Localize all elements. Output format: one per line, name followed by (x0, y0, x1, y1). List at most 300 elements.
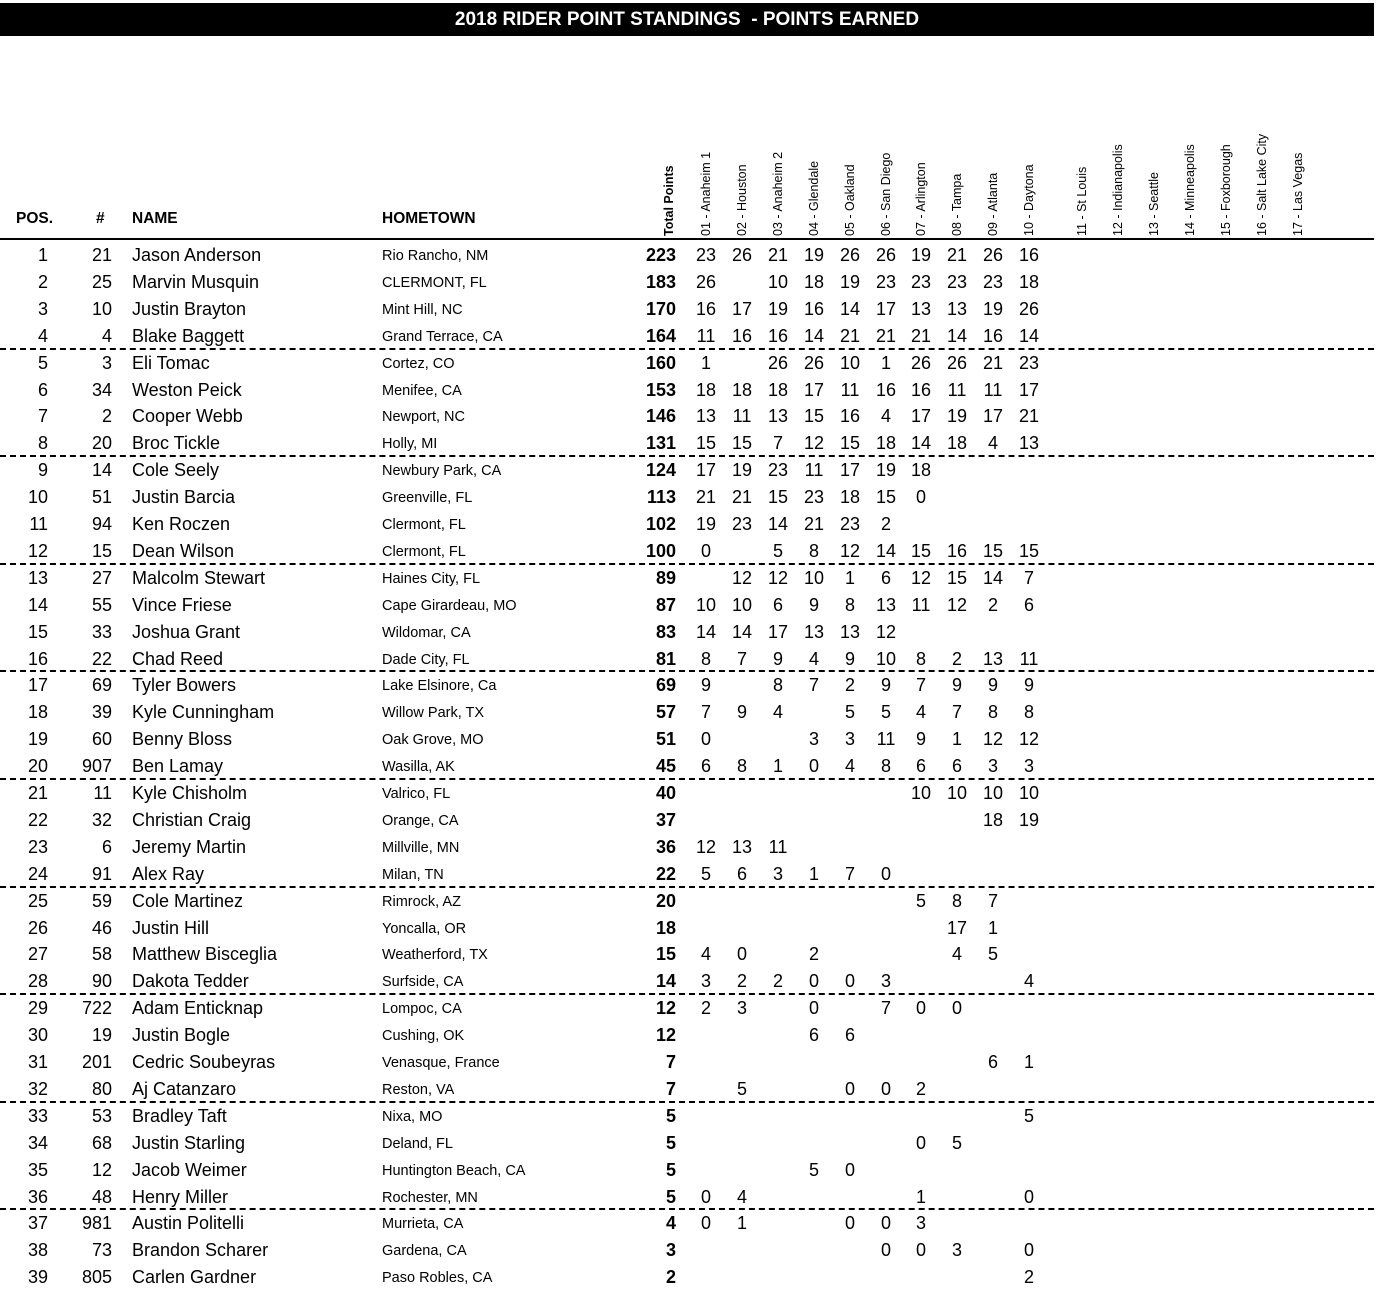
cell-race-5: 11 (840, 379, 860, 400)
table-row (0, 752, 1376, 779)
cell-number: 80 (91, 1078, 112, 1099)
cell-race-1: 10 (695, 594, 717, 615)
cell-race-3: 6 (772, 594, 783, 615)
cell-race-4: 26 (803, 352, 825, 373)
cell-race-5: 23 (839, 514, 861, 534)
header-total-points (662, 165, 676, 236)
cell-race-8: 12 (946, 594, 968, 615)
cell-race-9: 26 (982, 245, 1004, 265)
cell-hometown: Newport, NC (382, 409, 465, 426)
header-race-5 (843, 164, 857, 236)
cell-race-4: 16 (803, 298, 825, 319)
cell-race-7: 12 (910, 567, 932, 588)
cell-total: 7 (665, 1078, 676, 1099)
cell-race-4: 10 (803, 567, 825, 588)
cell-race-6: 15 (875, 487, 897, 508)
cell-race-10: 10 (1018, 783, 1040, 803)
cell-race-10: 19 (1018, 809, 1040, 830)
cell-race-7: 0 (915, 1132, 926, 1153)
cell-hometown: Murrieta, CA (382, 1216, 464, 1233)
cell-hometown: CLERMONT, FL (382, 274, 487, 291)
cell-race-9: 14 (982, 567, 1004, 588)
cell-number: 59 (91, 890, 112, 911)
cell-pos: 6 (37, 379, 48, 400)
table-row (0, 591, 1376, 618)
header-race-4 (807, 160, 821, 236)
cell-number: 34 (91, 379, 112, 400)
cell-race-6: 3 (880, 971, 891, 992)
cell-race-3: 10 (767, 271, 789, 292)
cell-race-4: 19 (803, 245, 825, 265)
header-race-12 (1111, 144, 1125, 236)
cell-total: 89 (655, 567, 676, 588)
cell-number: 6 (101, 836, 112, 857)
cell-number: 2 (101, 406, 112, 427)
cell-number: 55 (91, 594, 112, 615)
cell-race-6: 18 (875, 433, 897, 454)
cell-race-3: 7 (772, 433, 783, 454)
cell-hometown: Grand Terrace, CA (382, 328, 503, 345)
cell-total: 170 (645, 298, 676, 319)
header-race-17 (1291, 152, 1305, 236)
cell-number: 90 (91, 971, 112, 992)
cell-race-7: 4 (915, 702, 926, 723)
cell-number: 201 (81, 1052, 112, 1072)
table-row (0, 671, 1376, 698)
cell-hometown: Yoncalla, OR (382, 920, 467, 937)
cell-race-10: 13 (1018, 433, 1040, 454)
cell-race-6: 19 (875, 460, 897, 481)
cell-race-5: 0 (844, 971, 855, 992)
cell-race-7: 1 (915, 1186, 926, 1207)
cell-race-4: 11 (804, 460, 824, 481)
cell-race-7: 18 (910, 460, 932, 481)
cell-race-1: 0 (700, 1213, 711, 1234)
cell-race-3: 8 (772, 675, 783, 696)
cell-name: Jason Anderson (132, 245, 262, 265)
cell-total: 183 (645, 271, 676, 292)
cell-race-7: 17 (910, 406, 932, 427)
cell-pos: 34 (27, 1132, 48, 1153)
cell-pos: 15 (27, 621, 48, 642)
cell-hometown: Newbury Park, CA (382, 463, 502, 480)
cell-race-7: 13 (910, 298, 932, 319)
cell-hometown: Dade City, FL (382, 651, 470, 668)
cell-name: Cooper Webb (132, 406, 243, 427)
cell-race-10: 17 (1018, 379, 1040, 400)
cell-race-5: 0 (844, 1078, 855, 1099)
cell-race-9: 6 (987, 1052, 998, 1072)
cell-race-3: 2 (772, 971, 783, 992)
header-race-9 (986, 172, 1000, 236)
cell-name: Cole Martinez (132, 890, 244, 911)
cell-race-3: 14 (767, 514, 789, 534)
cell-race-4: 0 (808, 756, 819, 777)
cell-race-6: 7 (880, 998, 891, 1019)
cell-name: Joshua Grant (132, 621, 241, 642)
cell-race-9: 7 (987, 890, 998, 911)
cell-total: 5 (665, 1132, 676, 1153)
cell-pos: 4 (37, 325, 48, 346)
header-race-7-label: 07 - Arlington (914, 162, 928, 236)
cell-race-3: 21 (767, 245, 789, 265)
cell-total: 12 (655, 1025, 676, 1046)
cell-race-8: 0 (951, 998, 962, 1019)
cell-race-10: 8 (1023, 702, 1034, 723)
table-row (0, 322, 1376, 349)
cell-race-5: 14 (839, 298, 861, 319)
cell-race-8: 8 (951, 890, 962, 911)
cell-race-5: 3 (844, 729, 855, 750)
table-row (0, 618, 1376, 645)
cell-race-5: 1 (844, 567, 855, 588)
header-race-14 (1183, 144, 1197, 236)
header-race-10 (1022, 164, 1036, 236)
cell-race-2: 11 (732, 406, 752, 427)
cell-race-5: 2 (844, 675, 855, 696)
table-row (0, 429, 1376, 456)
header-race-14-label: 14 - Minneapolis (1183, 144, 1197, 236)
table-row (0, 860, 1376, 887)
cell-race-8: 14 (946, 325, 968, 346)
cell-total: 124 (645, 460, 676, 481)
cell-race-10: 7 (1023, 567, 1034, 588)
cell-total: 113 (646, 487, 676, 508)
cell-race-1: 12 (695, 836, 717, 857)
cell-race-3: 3 (772, 863, 783, 884)
cell-race-2: 17 (731, 298, 753, 319)
cell-hometown: Rochester, MN (382, 1189, 478, 1206)
cell-race-3: 1 (772, 756, 783, 777)
table-row (0, 1075, 1376, 1102)
cell-name: Justin Hill (132, 917, 210, 938)
cell-total: 4 (665, 1213, 676, 1234)
cell-total: 5 (665, 1159, 676, 1180)
cell-total: 153 (645, 379, 676, 400)
table-row (0, 1129, 1376, 1156)
cell-race-8: 18 (946, 433, 968, 454)
cell-race-7: 19 (910, 245, 932, 265)
cell-pos: 9 (37, 460, 48, 481)
table-row (0, 698, 1376, 725)
cell-race-5: 7 (844, 863, 855, 884)
cell-hometown: Greenville, FL (382, 490, 473, 507)
cell-name: Cedric Soubeyras (132, 1052, 276, 1072)
cell-pos: 14 (27, 594, 48, 615)
cell-name: Justin Starling (132, 1132, 246, 1153)
cell-number: 10 (91, 298, 112, 319)
table-row (0, 295, 1376, 322)
table-row (0, 994, 1376, 1021)
cell-race-10: 4 (1023, 971, 1034, 992)
cell-hometown: Nixa, MO (382, 1108, 443, 1125)
table-row (0, 806, 1376, 833)
cell-number: 11 (93, 783, 112, 803)
table-row (0, 376, 1376, 403)
cell-race-6: 12 (875, 621, 897, 642)
cell-pos: 19 (27, 729, 48, 750)
cell-race-8: 26 (946, 352, 968, 373)
cell-race-3: 26 (767, 352, 789, 373)
cell-hometown: Lompoc, CA (382, 1001, 462, 1018)
cell-pos: 7 (37, 406, 48, 427)
cell-name: Ken Roczen (132, 514, 231, 534)
cell-race-9: 9 (987, 675, 998, 696)
cell-race-9: 19 (982, 298, 1004, 319)
cell-name: Ben Lamay (132, 756, 224, 777)
cell-race-8: 16 (946, 540, 968, 561)
cell-race-8: 23 (946, 271, 968, 292)
cell-race-8: 1 (951, 729, 962, 750)
header-race-2 (735, 164, 749, 236)
cell-number: 19 (91, 1025, 112, 1046)
cell-race-3: 17 (767, 621, 789, 642)
cell-race-2: 18 (731, 379, 753, 400)
header-race-4-label: 04 - Glendale (807, 160, 821, 236)
cell-hometown: Clermont, FL (382, 517, 466, 533)
cell-race-5: 8 (844, 594, 855, 615)
cell-hometown: Surfside, CA (382, 974, 464, 991)
header-race-10-label: 10 - Daytona (1022, 164, 1036, 236)
cell-race-4: 4 (808, 648, 819, 669)
cell-name: Broc Tickle (132, 433, 221, 454)
cell-race-1: 1 (700, 352, 711, 373)
cell-race-3: 12 (767, 567, 789, 588)
cell-race-5: 9 (844, 648, 855, 669)
cell-race-4: 8 (808, 540, 819, 561)
cell-race-10: 16 (1018, 245, 1040, 265)
header-race-16 (1255, 133, 1269, 236)
cell-number: 94 (91, 514, 112, 534)
cell-race-6: 6 (880, 567, 891, 588)
header-race-15 (1219, 144, 1233, 236)
cell-name: Tyler Bowers (132, 675, 237, 696)
header-race-2-label: 02 - Houston (735, 164, 749, 236)
cell-name: Justin Barcia (132, 487, 236, 508)
cell-race-9: 12 (982, 729, 1004, 750)
cell-race-4: 12 (803, 433, 825, 454)
cell-pos: 16 (27, 648, 48, 669)
cell-race-3: 16 (767, 325, 789, 346)
cell-race-7: 15 (910, 540, 932, 561)
table-row (0, 241, 1376, 268)
cell-race-7: 21 (910, 325, 932, 346)
cell-race-4: 9 (808, 594, 819, 615)
table-row (0, 402, 1376, 429)
cell-race-10: 14 (1018, 325, 1040, 346)
cell-race-1: 19 (695, 514, 717, 534)
cell-pos: 12 (27, 540, 48, 561)
cell-pos: 32 (27, 1078, 48, 1099)
cell-race-2: 16 (731, 325, 753, 346)
cell-pos: 10 (27, 487, 48, 508)
cell-race-10: 11 (1019, 648, 1039, 669)
cell-name: Kyle Cunningham (132, 702, 275, 723)
cell-race-10: 5 (1023, 1105, 1034, 1126)
cell-total: 223 (645, 245, 676, 265)
cell-number: 46 (91, 917, 112, 938)
cell-race-2: 10 (731, 594, 753, 615)
cell-race-7: 6 (915, 756, 926, 777)
cell-race-5: 19 (839, 271, 861, 292)
cell-race-8: 10 (946, 783, 968, 803)
cell-name: Brandon Scharer (132, 1240, 269, 1261)
cell-race-8: 6 (951, 756, 962, 777)
cell-race-2: 9 (736, 702, 747, 723)
cell-total: 87 (655, 594, 676, 615)
cell-race-5: 10 (839, 352, 861, 373)
cell-race-6: 10 (875, 648, 897, 669)
cell-pos: 33 (27, 1105, 48, 1126)
cell-race-4: 2 (808, 944, 819, 965)
cell-race-2: 14 (731, 621, 753, 642)
cell-pos: 22 (27, 809, 48, 830)
cell-number: 805 (81, 1267, 112, 1288)
cell-number: 58 (91, 944, 112, 965)
table-row (0, 887, 1376, 914)
cell-number: 12 (91, 1159, 112, 1180)
header-race-13-label: 13 - Seattle (1147, 172, 1161, 236)
cell-name: Blake Baggett (132, 325, 245, 346)
cell-race-1: 18 (695, 379, 717, 400)
cell-race-5: 0 (844, 1213, 855, 1234)
cell-race-6: 0 (880, 863, 891, 884)
cell-name: Christian Craig (132, 809, 252, 830)
cell-pos: 8 (37, 433, 48, 454)
table-row (0, 1156, 1376, 1183)
cell-pos: 24 (27, 863, 48, 884)
cell-name: Alex Ray (132, 863, 205, 884)
cell-race-1: 3 (700, 971, 711, 992)
cell-race-1: 13 (695, 406, 717, 427)
cell-hometown: Holly, MI (382, 436, 438, 453)
cell-race-1: 16 (695, 298, 717, 319)
cell-race-8: 5 (951, 1132, 962, 1153)
cell-race-3: 9 (772, 648, 783, 669)
table-row (0, 833, 1376, 860)
cell-race-4: 17 (803, 379, 825, 400)
cell-race-8: 2 (951, 648, 962, 669)
cell-race-9: 23 (982, 271, 1004, 292)
cell-hometown: Rimrock, AZ (382, 893, 461, 910)
cell-race-8: 9 (951, 675, 962, 696)
header-race-9-label: 09 - Atlanta (986, 172, 1000, 236)
cell-race-4: 7 (808, 675, 819, 696)
cell-race-9: 21 (982, 352, 1004, 373)
cell-race-5: 0 (844, 1159, 855, 1180)
cell-race-2: 5 (736, 1078, 747, 1099)
cell-race-9: 3 (987, 756, 998, 777)
cell-race-2: 2 (736, 971, 747, 992)
cell-number: 39 (91, 702, 112, 723)
cell-race-9: 13 (982, 648, 1004, 669)
cell-number: 69 (91, 675, 112, 696)
cell-race-1: 17 (695, 460, 717, 481)
cell-number: 48 (91, 1186, 112, 1207)
cell-race-4: 15 (803, 406, 825, 427)
cell-race-7: 14 (910, 433, 932, 454)
cell-race-9: 2 (987, 594, 998, 615)
page-title: 2018 RIDER POINT STANDINGS - POINTS EARNED (0, 3, 1374, 36)
cell-number: 22 (91, 648, 112, 669)
header-race-6-label: 06 - San Diego (879, 152, 893, 236)
cell-race-6: 23 (875, 271, 897, 292)
cell-number: 51 (91, 487, 112, 508)
cell-pos: 1 (37, 245, 48, 265)
table-row (0, 1183, 1376, 1210)
cell-pos: 13 (27, 567, 48, 588)
cell-race-7: 2 (915, 1078, 926, 1099)
cell-hometown: Mint Hill, NC (382, 301, 463, 318)
cell-name: Austin Politelli (132, 1213, 245, 1234)
header-race-7 (914, 162, 928, 236)
header-pos: POS. (16, 210, 54, 227)
cell-pos: 28 (27, 971, 48, 992)
cell-hometown: Willow Park, TX (382, 705, 485, 722)
cell-name: Jacob Weimer (132, 1159, 247, 1180)
cell-race-2: 6 (736, 863, 747, 884)
cell-race-6: 21 (875, 325, 897, 346)
cell-race-8: 17 (946, 917, 968, 938)
cell-race-6: 2 (880, 514, 891, 534)
cell-race-7: 11 (911, 594, 931, 615)
cell-number: 4 (101, 325, 112, 346)
cell-name: Adam Enticknap (132, 998, 264, 1019)
cell-race-5: 21 (839, 325, 861, 346)
cell-race-2: 15 (731, 433, 753, 454)
table-row (0, 1263, 1376, 1290)
cell-hometown: Oak Grove, MO (382, 732, 484, 749)
cell-pos: 25 (27, 890, 48, 911)
cell-hometown: Deland, FL (382, 1135, 453, 1152)
cell-hometown: Reston, VA (382, 1081, 455, 1098)
cell-name: Dean Wilson (132, 540, 235, 561)
cell-hometown: Milan, TN (382, 866, 444, 883)
cell-total: 164 (645, 325, 676, 346)
cell-race-10: 23 (1018, 352, 1040, 373)
cell-pos: 30 (27, 1025, 48, 1046)
table-row (0, 725, 1376, 752)
cell-name: Benny Bloss (132, 729, 233, 750)
cell-hometown: Wasilla, AK (382, 759, 455, 776)
cell-race-4: 1 (808, 863, 819, 884)
cell-total: 37 (655, 809, 676, 830)
cell-race-1: 0 (700, 729, 711, 750)
cell-pos: 37 (27, 1213, 48, 1234)
cell-pos: 18 (27, 702, 48, 723)
cell-race-8: 19 (946, 406, 968, 427)
cell-race-10: 0 (1023, 1186, 1034, 1207)
cell-race-3: 23 (767, 460, 789, 481)
cell-hometown: Valrico, FL (382, 786, 451, 802)
cell-number: 25 (91, 271, 112, 292)
cell-total: 131 (645, 433, 676, 454)
cell-race-2: 13 (731, 836, 753, 857)
cell-race-6: 0 (880, 1213, 891, 1234)
cell-race-9: 15 (982, 540, 1004, 561)
cell-number: 907 (81, 756, 112, 777)
cell-total: 18 (655, 917, 676, 938)
cell-race-5: 16 (839, 406, 861, 427)
header-hometown: HOMETOWN (382, 210, 476, 227)
cell-race-3: 18 (767, 379, 789, 400)
cell-race-5: 15 (839, 433, 861, 454)
cell-name: Aj Catanzaro (132, 1078, 237, 1099)
cell-hometown: Orange, CA (382, 812, 459, 829)
cell-race-10: 2 (1023, 1267, 1034, 1288)
cell-total: 45 (655, 756, 676, 777)
cell-pos: 2 (37, 271, 48, 292)
